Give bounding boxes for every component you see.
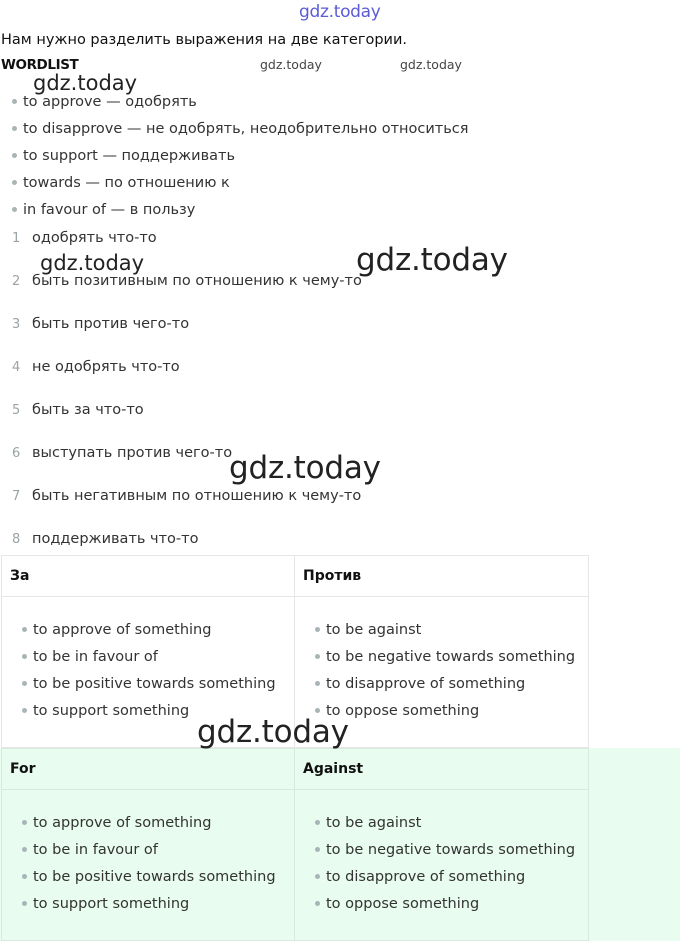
watermark: gdz.today (197, 714, 349, 750)
list-item: to be in favour of (2, 644, 294, 671)
list-item: to oppose something (295, 891, 588, 918)
list-item: 2 быть позитивным по отношению к чему-то (12, 273, 362, 289)
watermark: gdz.today (299, 2, 381, 22)
wordlist (0, 89, 468, 224)
bullet-icon (22, 654, 27, 659)
list-item: 1 одобрять что-то (12, 230, 157, 246)
table-cell (295, 790, 589, 941)
watermark: gdz.today (229, 450, 381, 486)
watermark: gdz.today (33, 71, 138, 95)
bullet-icon (12, 126, 17, 131)
list-item: to be positive towards something (2, 864, 294, 891)
bullet-icon (22, 901, 27, 906)
bullet-icon (315, 874, 320, 879)
watermark: gdz.today (260, 57, 322, 72)
list-item: to be negative towards something (295, 837, 588, 864)
list-item: to disapprove — не одобрять, неодобрительно относиться (0, 116, 468, 143)
watermark: gdz.today (400, 57, 462, 72)
list-item: towards — по отношению к (0, 170, 468, 197)
bullet-icon (12, 207, 17, 212)
list-item: to be in favour of (2, 837, 294, 864)
task-list (0, 225, 362, 569)
list-item: to disapprove of something (295, 671, 588, 698)
watermark: gdz.today (356, 242, 508, 278)
intro-text: Нам нужно разделить выражения на две категории. (1, 32, 407, 48)
list-item: in favour of — в пользу (0, 197, 468, 224)
bullet-icon (315, 820, 320, 825)
bullet-icon (315, 627, 320, 632)
list-item: to disapprove of something (295, 864, 588, 891)
bullet-icon (315, 901, 320, 906)
bullet-icon (315, 847, 320, 852)
list-item: 6 выступать против чего-то (12, 445, 233, 461)
list-item: to support something (2, 891, 294, 918)
table-header: За (2, 556, 295, 597)
bullet-icon (22, 820, 27, 825)
list-item: 5 быть за что-то (12, 402, 144, 418)
table-header: Против (295, 556, 589, 597)
list-item: to support — поддерживать (0, 143, 468, 170)
list-item: to be against (295, 810, 588, 837)
list-item: 4 не одобрять что-то (12, 359, 180, 375)
bullet-icon (22, 708, 27, 713)
table-header: For (2, 749, 295, 790)
list-item: 7 быть негативным по отношению к чему-то (12, 488, 362, 504)
bullet-icon (12, 153, 17, 158)
bullet-icon (315, 654, 320, 659)
bullet-icon (315, 708, 320, 713)
bullet-icon (315, 681, 320, 686)
bullet-icon (22, 627, 27, 632)
list-item: to support something (2, 698, 294, 725)
list-item: to approve of something (2, 810, 294, 837)
bullet-icon (22, 874, 27, 879)
list-item: 3 быть против чего-то (12, 316, 190, 332)
list-item: to be negative towards something (295, 644, 588, 671)
list-item: to be against (295, 617, 588, 644)
bullet-icon (12, 99, 17, 104)
list-item: to oppose something (295, 698, 588, 725)
wordlist-title: WORDLIST (1, 57, 79, 73)
list-item: to be positive towards something (2, 671, 294, 698)
categories-table-en (1, 748, 589, 941)
list-item: to approve of something (2, 617, 294, 644)
watermark: gdz.today (40, 251, 145, 275)
bullet-icon (12, 180, 17, 185)
bullet-icon (22, 847, 27, 852)
table-cell (2, 790, 295, 941)
bullet-icon (22, 681, 27, 686)
table-header: Against (295, 749, 589, 790)
list-item: 8 поддерживать что-то (12, 531, 199, 547)
list-item: to approve — одобрять (0, 89, 468, 116)
